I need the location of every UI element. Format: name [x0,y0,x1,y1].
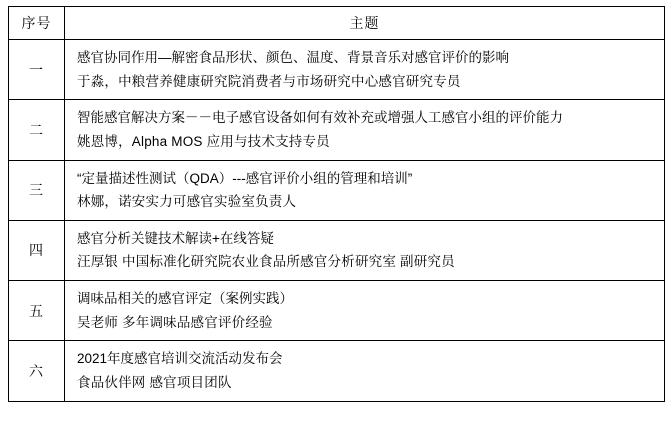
topic-speaker: 于淼，中粮营养健康研究院消费者与市场研究中心感官研究专员 [77,73,461,89]
agenda-table [8,6,665,402]
table-row [9,281,665,341]
row-topic [65,281,665,341]
table-row [9,160,665,220]
topic-speaker: 食品伙伴网 感官项目团队 [77,374,232,390]
table-row [9,341,665,401]
topic-speaker: 姚恩博，Alpha MOS 应用与技术支持专员 [77,133,330,149]
row-topic [65,220,665,280]
row-number: 三 [9,160,65,220]
table-header [9,7,665,40]
topic-title: 2021年度感官培训交流活动发布会 [77,351,283,367]
row-number: 一 [9,40,65,100]
row-topic [65,100,665,160]
table-header-row [9,7,665,40]
topic-speaker: 林娜，诺安实力可感官实验室负责人 [77,194,297,210]
row-topic [65,160,665,220]
row-topic [65,40,665,100]
column-header-number: 序号 [9,7,65,40]
row-number: 六 [9,341,65,401]
topic-speaker: 吴老师 多年调味品感官评价经验 [77,314,273,330]
table-row [9,40,665,100]
column-header-topic: 主题 [65,7,665,40]
table-body [9,40,665,402]
topic-title: 感官协同作用—解密食品形状、颜色、温度、背景音乐对感官评价的影响 [77,50,509,65]
table-row [9,220,665,280]
topic-title: 感官分析关键技术解读+在线答疑 [77,230,274,246]
row-number: 四 [9,220,65,280]
row-number: 五 [9,281,65,341]
topic-title: 调味品相关的感官评定（案例实践） [77,291,293,306]
row-topic [65,341,665,401]
topic-speaker: 汪厚银 中国标准化研究院农业食品所感官分析研究室 副研究员 [77,254,455,270]
row-number: 二 [9,100,65,160]
topic-title: “定量描述性测试（QDA）---感官评价小组的管理和培训” [77,170,413,186]
table-row [9,100,665,160]
topic-title: 智能感官解决方案－－电子感官设备如何有效补充或增强人工感官小组的评价能力 [77,110,563,126]
